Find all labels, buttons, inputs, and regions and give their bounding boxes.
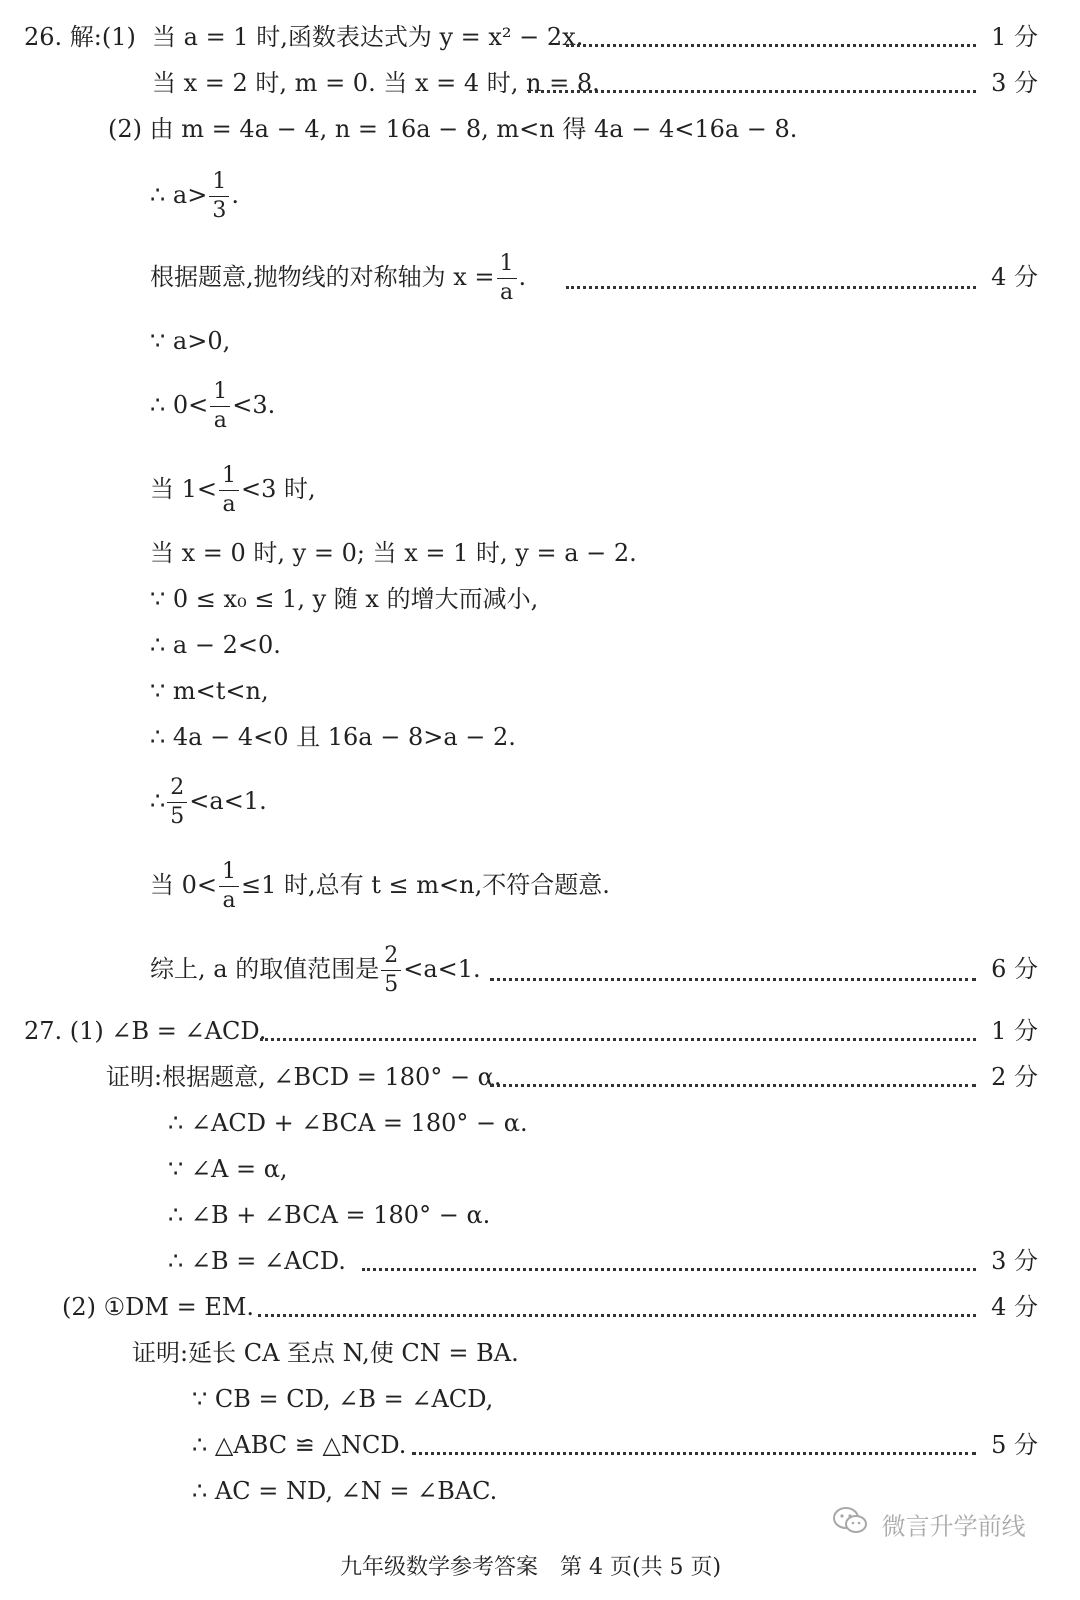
score-2: 3 分 — [991, 69, 1038, 97]
numerator: 1 — [209, 168, 229, 197]
q27-line-4 — [0, 1146, 1080, 1192]
q26-step-1 — [150, 160, 239, 230]
q27-proof-1: 证明:根据题意, ∠BCD = 180° − α. — [106, 1063, 502, 1091]
q27-line-3 — [0, 1100, 1080, 1146]
fraction — [219, 858, 239, 915]
q26-line-14 — [0, 766, 1080, 836]
expr-prefix: 根据题意,抛物线的对称轴为 x = — [150, 263, 495, 291]
q26-line-6 — [0, 318, 1080, 364]
q26-step-7: ∵ 0 ≤ x₀ ≤ 1, y 随 x 的增大而减小, — [150, 585, 539, 613]
score-q27-1: 1 分 — [991, 1017, 1038, 1045]
dot-leader — [260, 1038, 976, 1041]
denominator: 5 — [384, 972, 399, 997]
denominator: 5 — [170, 804, 185, 829]
dot-leader — [528, 90, 976, 93]
dot-leader — [566, 286, 976, 289]
numerator: 1 — [219, 858, 239, 887]
dot-leader — [490, 978, 976, 981]
q27-proof-2: ∴ ∠ACD + ∠BCA = 180° − α. — [168, 1109, 528, 1137]
score-q27-4: 4 分 — [991, 1293, 1038, 1321]
watermark-text: 微言升学前线 — [881, 1512, 1026, 1541]
q27-proof-8: ∴ △ABC ≌ △NCD. — [192, 1431, 407, 1459]
q26-p1-text-1: 当 a = 1 时,函数表达式为 y = x² − 2x. — [152, 23, 584, 51]
q27-proof-4: ∴ ∠B + ∠BCA = 180° − α. — [168, 1201, 491, 1229]
denominator: a — [213, 408, 227, 433]
q26-p1-text-2: 当 x = 2 时, m = 0. 当 x = 4 时, n = 8. — [152, 69, 600, 97]
numerator: 1 — [219, 462, 239, 491]
fraction — [381, 942, 401, 999]
q26-step-6: 当 x = 0 时, y = 0; 当 x = 1 时, y = a − 2. — [150, 539, 637, 567]
expr-suffix: . — [518, 263, 527, 291]
q26-line-15 — [0, 850, 1080, 920]
q26-step-3: ∵ a>0, — [150, 327, 231, 355]
page-footer: 九年级数学参考答案 第 4 页(共 5 页) — [340, 1555, 722, 1580]
wechat-icon — [832, 1506, 868, 1542]
dot-leader — [362, 1268, 976, 1271]
q26-step-4 — [150, 370, 275, 440]
dot-leader — [490, 1084, 976, 1087]
fraction — [219, 462, 239, 519]
score-1: 1 分 — [991, 23, 1038, 51]
expr-suffix: <a<1. — [189, 787, 267, 815]
fraction — [167, 774, 187, 831]
q26-conclusion — [150, 934, 481, 1004]
numerator: 1 — [497, 250, 517, 279]
q26-p2-text-1: (2) 由 m = 4a − 4, n = 16a − 8, m<n 得 4a − 4<16a − 8. — [108, 115, 798, 143]
expr-suffix: <3 时, — [241, 475, 316, 503]
q27-p1-answer: 27. (1) ∠B = ∠ACD. — [24, 1017, 267, 1045]
expr-prefix: ∴ a> — [150, 181, 208, 209]
q26-line-10 — [0, 576, 1080, 622]
fraction — [497, 250, 517, 307]
q26-line-7 — [0, 370, 1080, 440]
q27-proof-3: ∵ ∠A = α, — [168, 1155, 288, 1183]
q26-line-8 — [0, 454, 1080, 524]
q27-line-5 — [0, 1192, 1080, 1238]
dot-leader — [258, 1314, 976, 1317]
q26-step-9: ∵ m<t<n, — [150, 677, 269, 705]
numerator: 1 — [210, 378, 230, 407]
q26-line-5 — [0, 242, 1080, 312]
q27-proof-5: ∴ ∠B = ∠ACD. — [168, 1247, 346, 1275]
q27-proof-6: 证明:延长 CA 至点 N,使 CN = BA. — [132, 1339, 519, 1367]
q26-line-16 — [0, 934, 1080, 1004]
watermark — [832, 1506, 1026, 1550]
numerator: 2 — [381, 942, 401, 971]
expr-suffix: . — [231, 181, 239, 209]
q26-line-3 — [0, 106, 1080, 152]
q26-step-5 — [150, 454, 316, 524]
q27-line-6 — [0, 1238, 1080, 1284]
fraction — [210, 378, 230, 435]
denominator: a — [222, 492, 236, 517]
q27-line-2 — [0, 1054, 1080, 1100]
q26-line-13 — [0, 714, 1080, 760]
score-6: 6 分 — [991, 955, 1038, 983]
q26-label: 26. 解:(1) — [24, 23, 136, 51]
expr-suffix: <a<1. — [403, 955, 481, 983]
q27-line-8 — [0, 1330, 1080, 1376]
q27-proof-7: ∵ CB = CD, ∠B = ∠ACD, — [192, 1385, 494, 1413]
q26-step-2 — [150, 242, 526, 312]
score-q27-5: 5 分 — [991, 1431, 1038, 1459]
q26-line-2 — [0, 60, 1080, 106]
denominator: 3 — [212, 198, 227, 223]
numerator: 2 — [167, 774, 187, 803]
q26-line-9 — [0, 530, 1080, 576]
dot-leader — [566, 44, 976, 47]
fraction — [209, 168, 229, 225]
expr-suffix: ≤1 时,总有 t ≤ m<n,不符合题意. — [241, 871, 610, 899]
denominator: a — [499, 280, 514, 305]
q27-p2-answer: (2) ①DM = EM. — [62, 1293, 255, 1321]
q26-step-8: ∴ a − 2<0. — [150, 631, 281, 659]
dot-leader — [412, 1452, 976, 1455]
q27-line-7 — [0, 1284, 1080, 1330]
expr-prefix: 综上, a 的取值范围是 — [150, 955, 380, 983]
denominator: a — [222, 888, 236, 913]
q27-line-10 — [0, 1422, 1080, 1468]
q27-line-9 — [0, 1376, 1080, 1422]
q27-line-1 — [0, 1008, 1080, 1054]
expr-prefix: ∴ — [150, 787, 166, 815]
score-4: 4 分 — [991, 263, 1038, 291]
expr-prefix: 当 1< — [150, 475, 218, 503]
q26-line-1 — [0, 14, 1080, 60]
q27-proof-9: ∴ AC = ND, ∠N = ∠BAC. — [192, 1477, 498, 1505]
q26-line-4 — [0, 160, 1080, 230]
q26-step-11 — [150, 766, 267, 836]
q26-step-12 — [150, 850, 610, 920]
q26-line-12 — [0, 668, 1080, 714]
expr-prefix: 当 0< — [150, 871, 218, 899]
q26-line-11 — [0, 622, 1080, 668]
q26-step-10: ∴ 4a − 4<0 且 16a − 8>a − 2. — [150, 723, 516, 751]
score-q27-2: 2 分 — [991, 1063, 1038, 1091]
expr-prefix: ∴ 0< — [150, 391, 209, 419]
expr-suffix: <3. — [232, 391, 276, 419]
score-q27-3: 3 分 — [991, 1247, 1038, 1275]
